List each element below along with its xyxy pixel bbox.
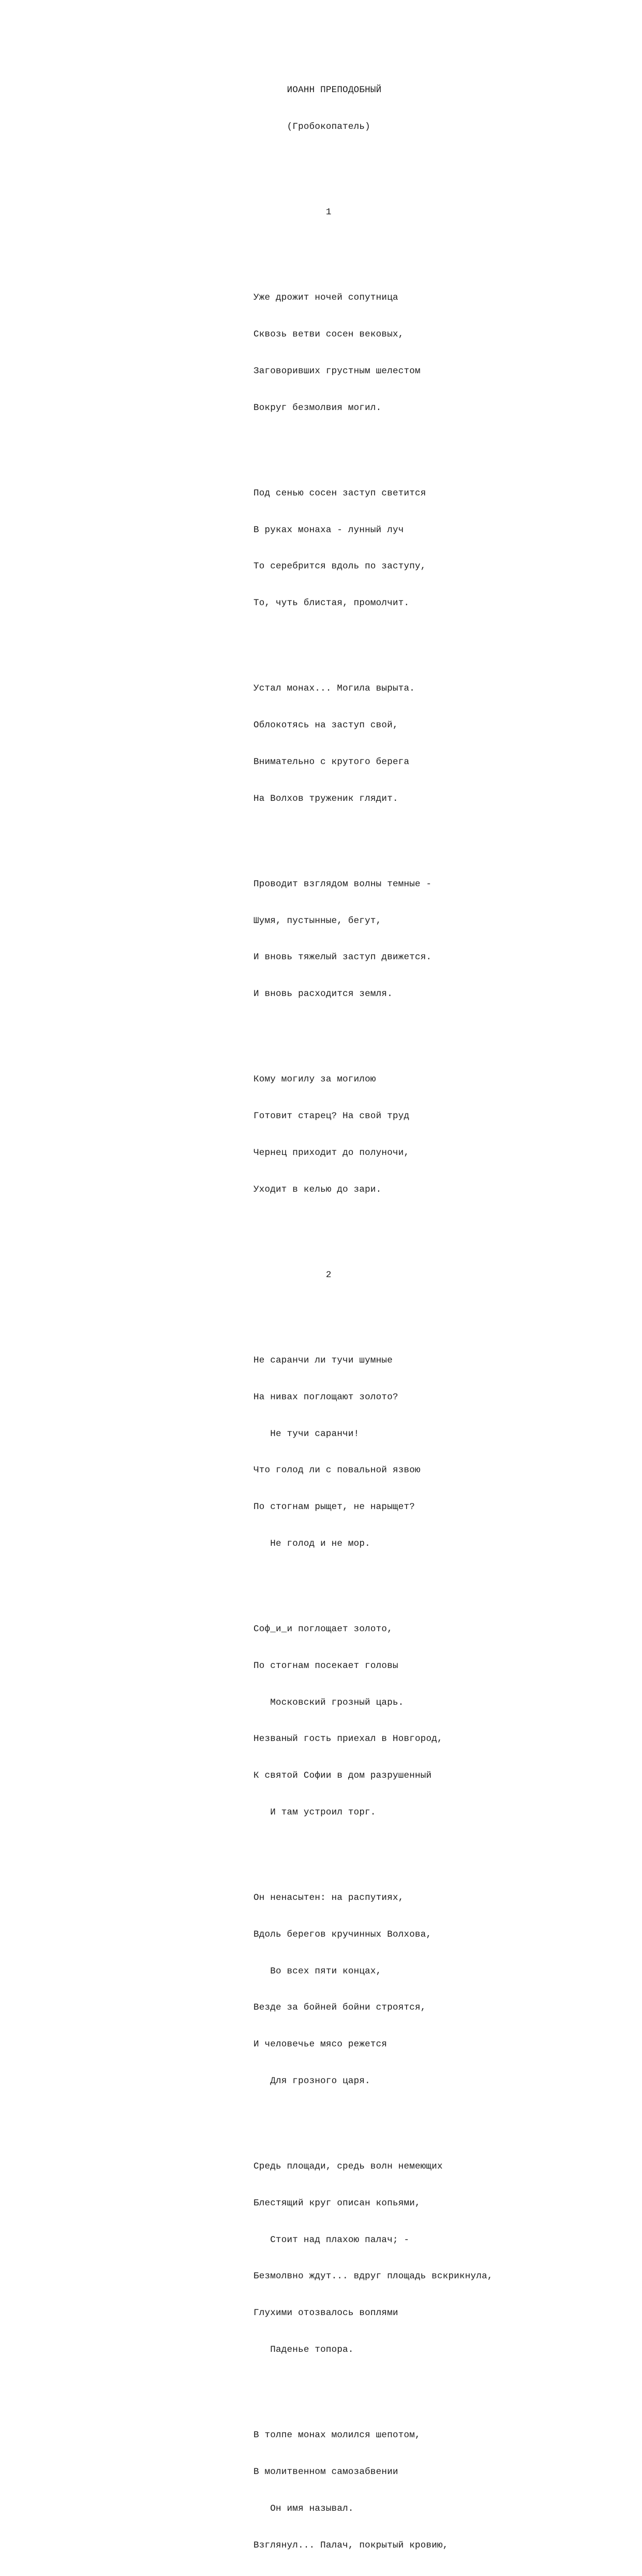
- verse-line: Глухими отозвалось воплями: [253, 2308, 398, 2319]
- verse-line: Паденье топора.: [253, 2345, 354, 2355]
- verse-line: И человечье мясо режется: [253, 2039, 387, 2050]
- spacer: [253, 829, 493, 842]
- verse-line: Он имя называл.: [253, 2503, 354, 2514]
- verse-line: И вновь тяжелый заступ движется.: [253, 952, 432, 963]
- verse-line: В молитвенном самозабвении: [253, 2466, 398, 2477]
- verse-line: Соф_и_и поглощает золото,: [253, 1624, 393, 1634]
- spacer: [253, 243, 493, 256]
- spacer: [253, 1220, 493, 1233]
- verse-line: Кому могилу за могилою: [253, 1074, 376, 1085]
- verse-line: То серебрится вдоль по заступу,: [253, 561, 426, 572]
- verse-line: Везде за бойней бойни строятся,: [253, 2002, 426, 2013]
- verse-line: На нивах поглощают золото?: [253, 1392, 398, 1402]
- poem-text: [253, 60, 493, 2576]
- poem-title: ИОАНН ПРЕПОДОБНЫЙ: [287, 85, 382, 96]
- verse-line: Блестящий круг описан копьями,: [253, 2198, 421, 2208]
- verse-line: Заговоривших грустным шелестом: [253, 365, 421, 376]
- verse-line: Чернец приходит до полуночи,: [253, 1147, 410, 1158]
- part-number: 1: [325, 207, 332, 218]
- verse-line: Московский грозный царь.: [253, 1697, 404, 1708]
- spacer: [253, 1575, 493, 1587]
- verse-line: Внимательно с крутого берега: [253, 756, 410, 767]
- verse-line: Уходит в келью до зари.: [253, 1184, 382, 1195]
- spacer: [253, 158, 493, 170]
- spacer: [253, 634, 493, 647]
- verse-line: Незваный гость приехал в Новгород,: [253, 1734, 443, 1745]
- verse-line: Во всех пяти концах,: [253, 1966, 382, 1977]
- verse-line: И вновь расходится земля.: [253, 989, 393, 1000]
- verse-line: Уже дрожит ночей сопутница: [253, 292, 398, 303]
- verse-line: По стогнам посекает головы: [253, 1660, 398, 1671]
- verse-line: В руках монаха - лунный луч: [253, 524, 404, 535]
- verse-line: Он ненасытен: на распутиях,: [253, 1893, 404, 1904]
- verse-line: Готовит старец? На свой труд: [253, 1111, 410, 1122]
- part-number: 2: [325, 1269, 332, 1280]
- spacer: [253, 438, 493, 451]
- verse-line: К святой Софии в дом разрушенный: [253, 1770, 432, 1781]
- verse-line: Средь площади, средь волн немеющих: [253, 2161, 443, 2172]
- verse-line: И там устроил торг.: [253, 1807, 376, 1818]
- verse-line: Взглянул... Палач, покрытый кровию,: [253, 2540, 449, 2551]
- verse-line: Что голод ли с повальной язвою: [253, 1465, 421, 1476]
- spacer: [253, 2381, 493, 2393]
- verse-line: Проводит взглядом волны темные -: [253, 879, 432, 889]
- verse-line: На Волхов труженик глядит.: [253, 793, 398, 804]
- verse-line: Шумя, пустынные, бегут,: [253, 915, 382, 926]
- poem-subtitle: (Гробокопатель): [287, 121, 370, 132]
- verse-line: Не саранчи ли тучи шумные: [253, 1355, 393, 1366]
- verse-line: Облокотясь на заступ свой,: [253, 720, 398, 731]
- spacer: [253, 1306, 493, 1319]
- verse-line: Не тучи саранчи!: [253, 1428, 360, 1439]
- verse-line: Не голод и не мор.: [253, 1538, 370, 1549]
- verse-line: Сквозь ветви сосен вековых,: [253, 329, 404, 340]
- verse-line: Вдоль берегов кручинных Волхова,: [253, 1929, 432, 1940]
- verse-line: Устал монах... Могила вырыта.: [253, 683, 415, 694]
- verse-line: В толпе монах молился шепотом,: [253, 2430, 421, 2441]
- verse-line: Стоит над плахою палач; -: [253, 2234, 410, 2245]
- verse-line: Безмолвно ждут... вдруг площадь вскрикнула,: [253, 2271, 493, 2282]
- verse-line: Для грозного царя.: [253, 2075, 370, 2086]
- spacer: [253, 1025, 493, 1037]
- verse-line: Вокруг безмолвия могил.: [253, 402, 382, 413]
- spacer: [253, 1843, 493, 1856]
- verse-line: То, чуть блистая, промолчит.: [253, 598, 410, 609]
- verse-line: По стогнам рыщет, не нарыщет?: [253, 1502, 415, 1513]
- spacer: [253, 2112, 493, 2125]
- verse-line: Под сенью сосен заступ светится: [253, 488, 426, 499]
